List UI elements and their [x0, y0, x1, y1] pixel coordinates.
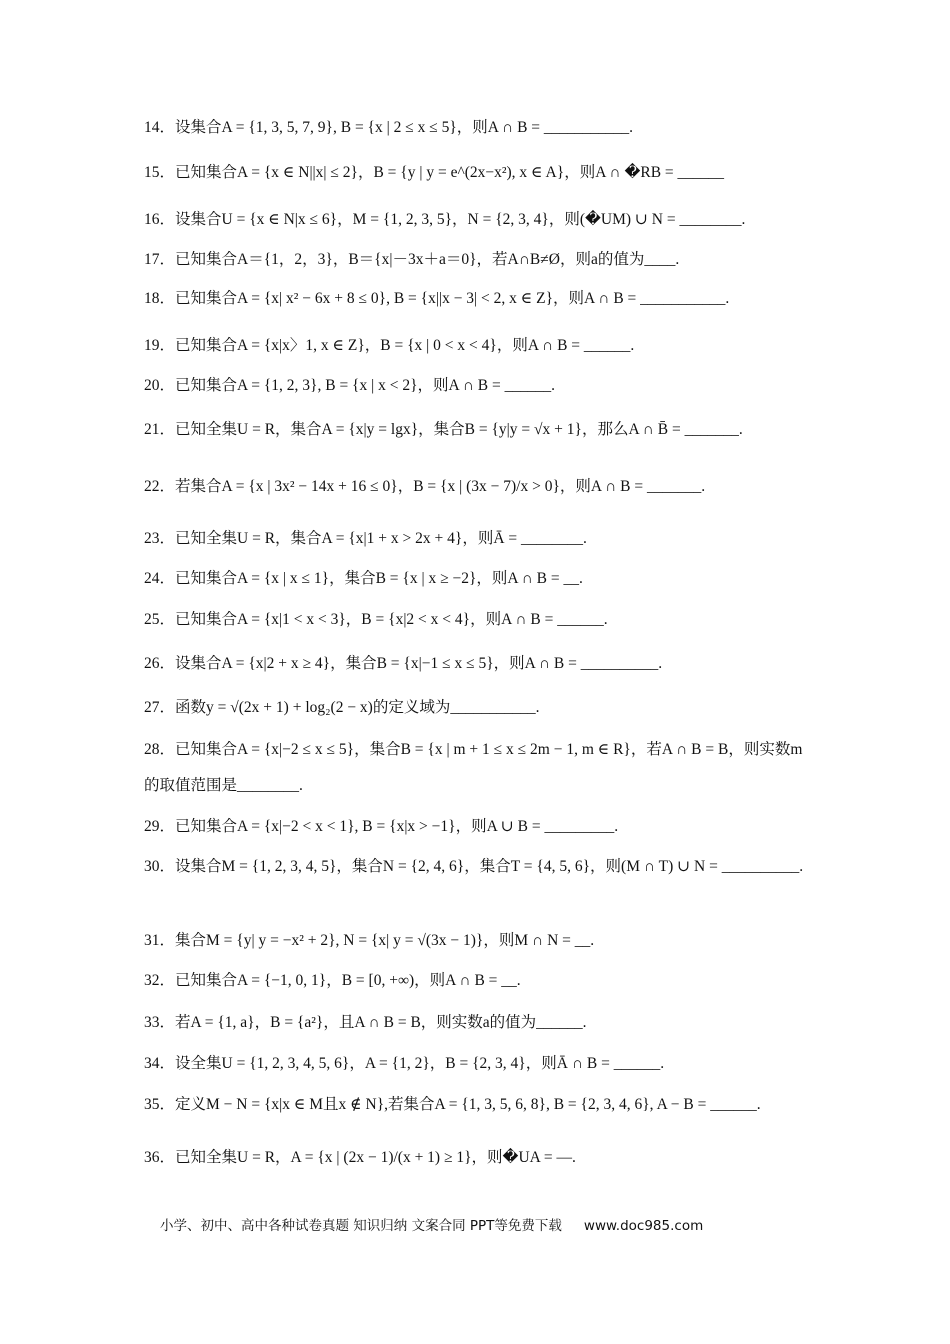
question-34	[144, 1056, 804, 1072]
question-text: 已知全集U = R，A = {x | (2x − 1)/(x + 1) ≥ 1}，则�UA = —.	[175, 1149, 576, 1166]
question-16	[144, 212, 804, 228]
question-number: 29．	[144, 818, 176, 835]
question-number: 18．	[144, 290, 176, 307]
question-text: 已知集合A = {x ∈ N||x| ≤ 2}，B = {y | y = e^(2x−x²), x ∈ A}，则A ∩ �RB = ______	[175, 164, 725, 181]
question-text: 已知全集U = R，集合A = {x|y = lgx}，集合B = {y|y = √x + 1}，那么A ∩ B̄ = _______.	[175, 421, 743, 438]
question-number: 14．	[144, 119, 176, 136]
question-35	[144, 1097, 804, 1113]
question-text: 设集合A = {1, 3, 5, 7, 9}, B = {x | 2 ≤ x ≤ 5}，则A ∩ B = ___________.	[175, 119, 634, 136]
question-number: 30．	[144, 858, 176, 875]
question-number: 33．	[144, 1014, 176, 1031]
question-number: 21．	[144, 421, 176, 438]
question-23	[144, 531, 804, 547]
question-31	[144, 933, 804, 949]
question-text: 已知集合A = {x|x〉1, x ∈ Z}，B = {x | 0 < x < 4}，则A ∩ B = ______.	[175, 337, 635, 354]
question-text: 已知集合A = {x|−2 ≤ x ≤ 5}，集合B = {x | m + 1 ≤ x ≤ 2m − 1, m ∈ R}，若A ∩ B = B，则实数m的取值范围是________.	[144, 741, 803, 794]
question-text: 集合M = {y| y = −x² + 2}, N = {x| y = √(3x − 1)}，则M ∩ N = __.	[175, 932, 595, 949]
question-17	[144, 252, 804, 268]
footer-site-link[interactable]: www.doc985.com	[583, 1218, 704, 1234]
question-number: 34．	[144, 1055, 176, 1072]
question-number: 20．	[144, 377, 176, 394]
question-text: 定义M − N = {x|x ∈ M且x ∉ N},若集合A = {1, 3, 5, 6, 8}, B = {2, 3, 4, 6}, A − B = ______.	[175, 1096, 761, 1113]
question-number: 17．	[144, 251, 176, 268]
question-36	[144, 1150, 804, 1166]
question-text: 设集合U = {x ∈ N|x ≤ 6}，M = {1, 2, 3, 5}，N = {2, 3, 4}，则(�UM) ∪ N = ________.	[175, 211, 746, 228]
question-number: 15．	[144, 164, 176, 181]
question-28	[144, 732, 804, 804]
question-text: 已知集合A = {x|−2 < x < 1}, B = {x|x > −1}，则A ∪ B = _________.	[175, 818, 619, 835]
footer	[160, 1214, 800, 1234]
question-text: 若集合A = {x | 3x² − 14x + 16 ≤ 0}，B = {x | (3x − 7)/x > 0}，则A ∩ B = _______.	[175, 478, 706, 495]
question-number: 26．	[144, 655, 176, 672]
question-27	[144, 700, 804, 716]
question-14	[144, 120, 804, 136]
question-number: 31．	[144, 932, 176, 949]
question-20	[144, 378, 804, 394]
question-number: 16．	[144, 211, 176, 228]
question-15	[144, 165, 804, 181]
question-number: 19．	[144, 337, 176, 354]
footer-text: 小学、初中、高中各种试卷真题 知识归纳 文案合同 PPT等免费下载	[160, 1218, 562, 1234]
question-number: 32．	[144, 972, 176, 989]
question-number: 27．	[144, 699, 176, 716]
question-text: 已知集合A = {x | x ≤ 1}，集合B = {x | x ≥ −2}，则A ∩ B = __.	[175, 570, 583, 587]
question-26	[144, 656, 804, 672]
question-number: 35．	[144, 1096, 176, 1113]
question-text: 已知全集U = R，集合A = {x|1 + x > 2x + 4}，则Ā = ________.	[175, 530, 587, 547]
question-text: 已知集合A = {x| x² − 6x + 8 ≤ 0}, B = {x||x − 3| < 2, x ∈ Z}，则A ∩ B = ___________.	[175, 290, 730, 307]
question-18	[144, 291, 804, 307]
question-text: 已知集合A = {x|1 < x < 3}，B = {x|2 < x < 4}，则A ∩ B = ______.	[175, 611, 608, 628]
question-text: 若A = {1, a}，B = {a²}，且A ∩ B = B，则实数a的值为______.	[175, 1014, 587, 1031]
question-text: 函数y = √(2x + 1) + log₂(2 − x)的定义域为___________.	[175, 699, 540, 716]
question-text: 已知集合A = {−1, 0, 1}，B = [0, +∞)，则A ∩ B = __.	[175, 972, 521, 989]
question-29	[144, 819, 804, 835]
question-text: 已知集合A＝{1，2，3}，B＝{x|－3x＋a＝0}，若A∩B≠Ø，则a的值为____.	[175, 251, 680, 268]
question-19	[144, 338, 804, 354]
question-32	[144, 973, 804, 989]
question-33	[144, 1015, 804, 1031]
question-number: 23．	[144, 530, 176, 547]
question-number: 28．	[144, 741, 176, 758]
question-text: 设全集U = {1, 2, 3, 4, 5, 6}，A = {1, 2}，B = {2, 3, 4}，则Ā ∩ B = ______.	[175, 1055, 665, 1072]
question-text: 设集合A = {x|2 + x ≥ 4}，集合B = {x|−1 ≤ x ≤ 5}，则A ∩ B = __________.	[175, 655, 663, 672]
question-22	[144, 479, 804, 495]
question-30	[144, 849, 804, 885]
question-number: 25．	[144, 611, 176, 628]
question-21	[144, 422, 804, 438]
question-25	[144, 612, 804, 628]
question-number: 24．	[144, 570, 176, 587]
question-text: 已知集合A = {1, 2, 3}, B = {x | x < 2}，则A ∩ B = ______.	[175, 377, 556, 394]
question-text: 设集合M = {1, 2, 3, 4, 5}，集合N = {2, 4, 6}，集合T = {4, 5, 6}，则(M ∩ T) ∪ N = __________.	[175, 858, 804, 875]
question-24	[144, 571, 804, 587]
question-number: 22．	[144, 478, 176, 495]
question-number: 36．	[144, 1149, 176, 1166]
